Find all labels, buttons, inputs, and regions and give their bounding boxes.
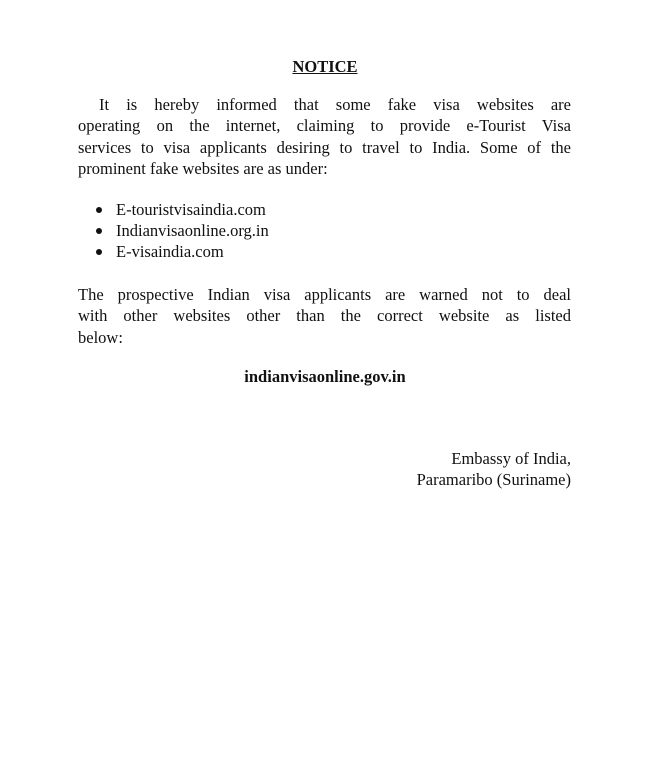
fake-websites-list xyxy=(96,199,269,262)
paragraph-line: It is hereby informed that some fake visa websites are xyxy=(99,95,571,114)
fake-website: Indianvisaonline.org.in xyxy=(116,221,269,240)
paragraph-line: The prospective Indian visa applicants are warned not to deal xyxy=(78,285,571,304)
paragraph-line: operating on the internet, claiming to provide e-Tourist Visa xyxy=(78,116,571,136)
signature-block xyxy=(417,448,571,490)
intro-paragraph xyxy=(78,94,571,179)
bullet-icon xyxy=(96,228,102,234)
fake-website: E-visaindia.com xyxy=(116,242,224,261)
notice-title: NOTICE xyxy=(292,57,358,76)
list-item xyxy=(96,199,269,220)
warning-paragraph xyxy=(78,284,571,348)
list-item xyxy=(96,220,269,241)
paragraph-line: below: xyxy=(78,327,123,347)
signature-line-2: Paramaribo (Suriname) xyxy=(416,470,571,489)
paragraph-line: with other websites other than the correct website as listed xyxy=(78,306,571,326)
list-item xyxy=(96,241,269,262)
bullet-icon xyxy=(96,207,102,213)
signature-line-1: Embassy of India, xyxy=(451,449,571,468)
official-website: indianvisaonline.gov.in xyxy=(244,367,406,386)
paragraph-line: prominent fake websites are as under: xyxy=(78,158,328,178)
paragraph-line: services to visa applicants desiring to travel to India. Some of the xyxy=(78,137,571,157)
bullet-icon xyxy=(96,249,102,255)
fake-website: E-touristvisaindia.com xyxy=(116,200,266,219)
